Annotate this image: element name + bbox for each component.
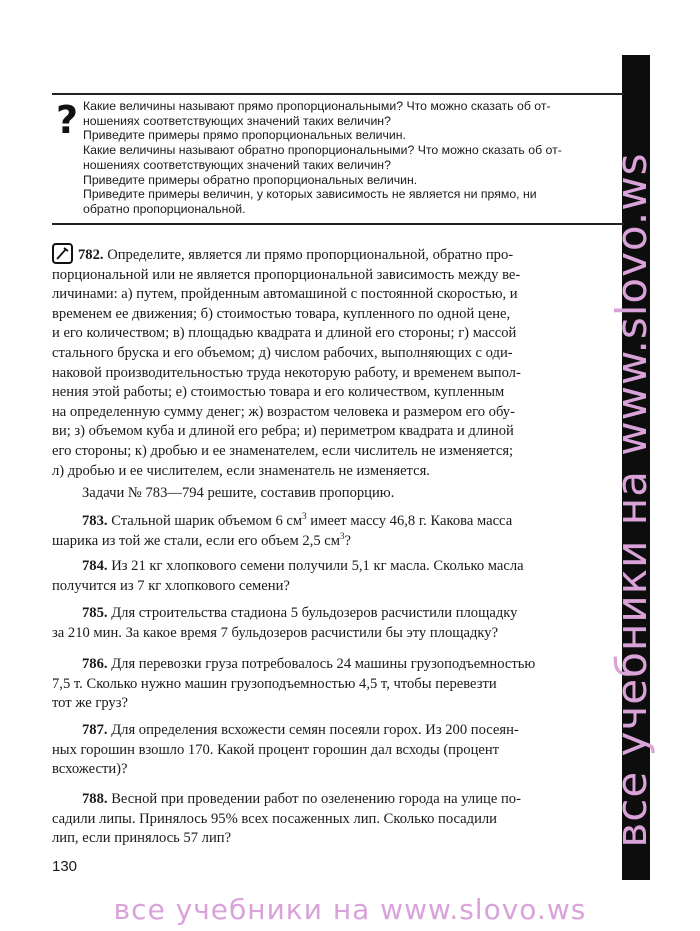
task-line: за 210 мин. За какое время 7 бульдозеров расчистили бы эту площадку? (52, 624, 499, 641)
task-line: на определенную сумму денег; ж) возрастом человека и размером его обу- (52, 403, 515, 420)
task-783 (52, 512, 625, 551)
task-line: нения этой работы; е) стоимостью товара и его количеством, купленным (52, 384, 505, 401)
task-text: Для определения всхожести семян посеяли горох. Из 200 посеян- (111, 722, 519, 738)
task-first-line (52, 243, 625, 266)
task-line: лип, если принялось 57 лип? (52, 830, 232, 847)
task-line: ных горошин взошло 170. Какой процент горошин дал всходы (процент (52, 741, 500, 758)
question-line: ношениях соответствующих значений таких величин? (83, 157, 391, 172)
question-line: обратно пропорциональной. (83, 201, 246, 216)
task-788 (52, 790, 625, 849)
question-list (83, 99, 624, 217)
question-line: Приведите примеры прямо пропорциональных величин. (83, 128, 406, 143)
side-watermark: все учебники на www.slovo.ws (607, 152, 656, 848)
task-line: личинами: а) путем, пройденным автомашиной с постоянной скоростью, и (52, 286, 518, 303)
question-line: Какие величины называют обратно пропорциональными? Что можно сказать об от- (83, 143, 562, 158)
instruction-text: Задачи № 783—794 решите, составив пропорцию. (82, 485, 395, 501)
superscript: 3 (302, 512, 307, 521)
task-number: 787. (82, 722, 108, 738)
question-line: Приведите примеры обратно пропорциональных величин. (83, 172, 418, 187)
task-number: 786. (82, 656, 108, 672)
task-text: Весной при проведении работ по озеленению города на улице по- (111, 791, 521, 807)
task-787 (52, 721, 625, 780)
task-786 (52, 655, 625, 714)
task-text: шарика из той же стали, если его объем 2,5 см (52, 532, 340, 549)
task-line (52, 532, 625, 552)
page-number: 130 (52, 858, 78, 875)
question-line: Какие величины называют прямо пропорциональными? Что можно сказать об от- (83, 99, 551, 113)
superscript: 3 (340, 531, 345, 541)
task-text: Из 21 кг хлопкового семени получили 5,1 кг масла. Сколько масла (111, 558, 524, 574)
task-text: Для строительства стадиона 5 бульдозеров расчистили площадку (111, 605, 518, 621)
task-line: всхожести)? (52, 761, 128, 778)
task-line: садили липы. Принялось 95% всех посаженных лип. Сколько посадили (52, 810, 497, 827)
task-line: и его количеством; в) площадью квадрата и длиной его стороны; г) массой (52, 325, 517, 342)
task-line: порциональной или не является пропорциональной зависимость между ве- (52, 266, 521, 283)
task-first-line (52, 512, 625, 532)
task-text: ? (344, 532, 351, 549)
task-line: 7,5 т. Сколько нужно машин грузоподъемностью 4,5 т, чтобы перевезти (52, 675, 497, 692)
task-text: имеет массу 46,8 г. Какова масса (306, 513, 513, 529)
task-line: л) дробью и ее числителем, если знаменатель не изменяется. (52, 462, 430, 479)
task-785 (52, 604, 625, 643)
task-first-line (52, 557, 625, 577)
task-line: ви; з) объемом куба и длиной его ребра; и) периметром квадрата и длиной (52, 423, 514, 440)
task-number: 788. (82, 791, 108, 807)
task-first-line (52, 655, 625, 675)
question-mark-icon: ? (56, 98, 79, 142)
task-number: 785. (82, 605, 108, 621)
task-first-line (52, 721, 625, 741)
question-line: Приведите примеры величин, у которых зависимость не является ни прямо, ни (83, 187, 537, 202)
task-line: получится из 7 кг хлопкового семени? (52, 577, 290, 594)
question-line: ношениях соответствующих значений таких величин? (83, 113, 391, 128)
pen-icon (52, 243, 73, 264)
task-first-line (52, 790, 625, 810)
task-line: его стороны; к) дробью и ее знаменателем, если числитель не изменяется; (52, 442, 514, 459)
task-text: Стальной шарик объемом 6 см (111, 513, 303, 529)
bottom-watermark: все учебники на www.slovo.ws (113, 893, 587, 926)
instruction (52, 484, 625, 504)
task-line: наковой производительностью труда некоторую работу, и временем выпол- (52, 364, 521, 381)
task-number: 782. (78, 247, 104, 263)
task-line: временем ее движения; б) стоимостью товара, купленного по одной цене, (52, 305, 511, 322)
task-text: Определите, является ли прямо пропорциональной, обратно про- (107, 247, 514, 263)
task-782 (52, 243, 625, 481)
review-questions-box (52, 93, 624, 225)
task-first-line (52, 604, 625, 624)
task-number: 783. (82, 513, 108, 529)
task-line: тот же груз? (52, 695, 128, 712)
task-text: Для перевозки груза потребовалось 24 машины грузоподъемностью (111, 656, 536, 672)
task-number: 784. (82, 558, 108, 574)
task-784 (52, 557, 625, 596)
task-line: стального бруска и его объемом; д) числом рабочих, выполняющих с оди- (52, 344, 513, 361)
